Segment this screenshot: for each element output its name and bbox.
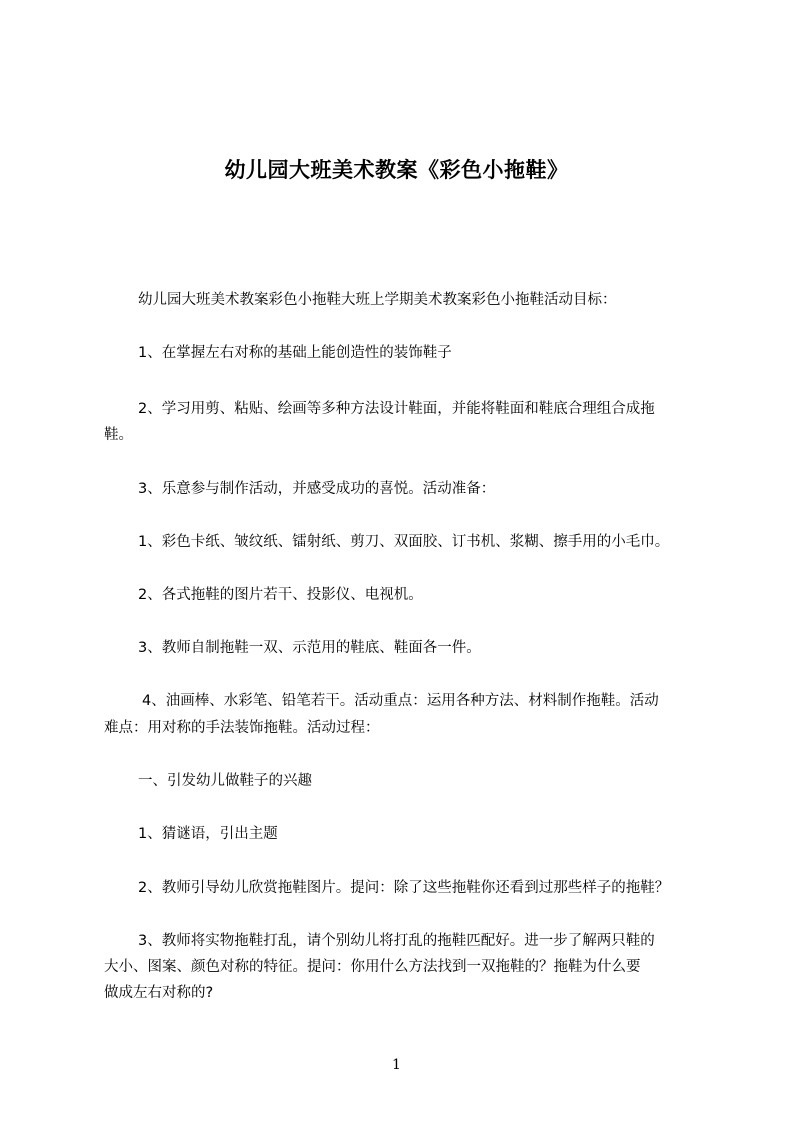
paragraph-prep-4: 4、油画棒、水彩笔、铅笔若干。活动重点：运用各种方法、材料制作拖鞋。活动 (142, 693, 659, 709)
page-number: 1 (392, 1057, 401, 1073)
document-title: 幼儿园大班美术教案《彩色小拖鞋》 (224, 158, 569, 183)
paragraph-prep-3: 3、教师自制拖鞋一双、示范用的鞋底、鞋面各一件。 (138, 640, 481, 656)
paragraph-goal-2: 2、学习用剪、粘贴、绘画等多种方法设计鞋面，并能将鞋面和鞋底合理组合成拖 (138, 401, 655, 417)
paragraph-prep-1: 1、彩色卡纸、皱纹纸、镭射纸、剪刀、双面胶、订书机、浆糊、擦手用的小毛巾。 (138, 534, 670, 550)
paragraph-goal-2-cont: 鞋。 (104, 427, 133, 443)
paragraph-process-3-cont: 大小、图案、颜色对称的特征。提问：你用什么方法找到一双拖鞋的？拖鞋为什么要 (104, 959, 641, 975)
paragraph-process-1: 1、猜谜语，引出主题 (138, 826, 278, 842)
paragraph-process-3-end: 做成左右对称的? (104, 985, 214, 1001)
paragraph-intro: 幼儿园大班美术教案彩色小拖鞋大班上学期美术教案彩色小拖鞋活动目标： (138, 292, 617, 308)
paragraph-process-heading: 一、引发幼儿做鞋子的兴趣 (138, 773, 312, 789)
paragraph-goal-3: 3、乐意参与制作活动，并感受成功的喜悦。活动准备： (138, 481, 496, 497)
paragraph-goal-1: 1、在掌握左右对称的基础上能创造性的装饰鞋子 (138, 345, 452, 361)
paragraph-prep-2: 2、各式拖鞋的图片若干、投影仪、电视机。 (138, 587, 423, 603)
paragraph-process-2: 2、教师引导幼儿欣赏拖鞋图片。提问：除了这些拖鞋你还看到过那些样子的拖鞋？ (138, 880, 670, 896)
paragraph-process-3: 3、教师将实物拖鞋打乱，请个别幼儿将打乱的拖鞋匹配好。进一步了解两只鞋的 (138, 933, 655, 949)
paragraph-prep-4-cont: 难点：用对称的手法装饰拖鞋。活动过程： (104, 720, 380, 736)
